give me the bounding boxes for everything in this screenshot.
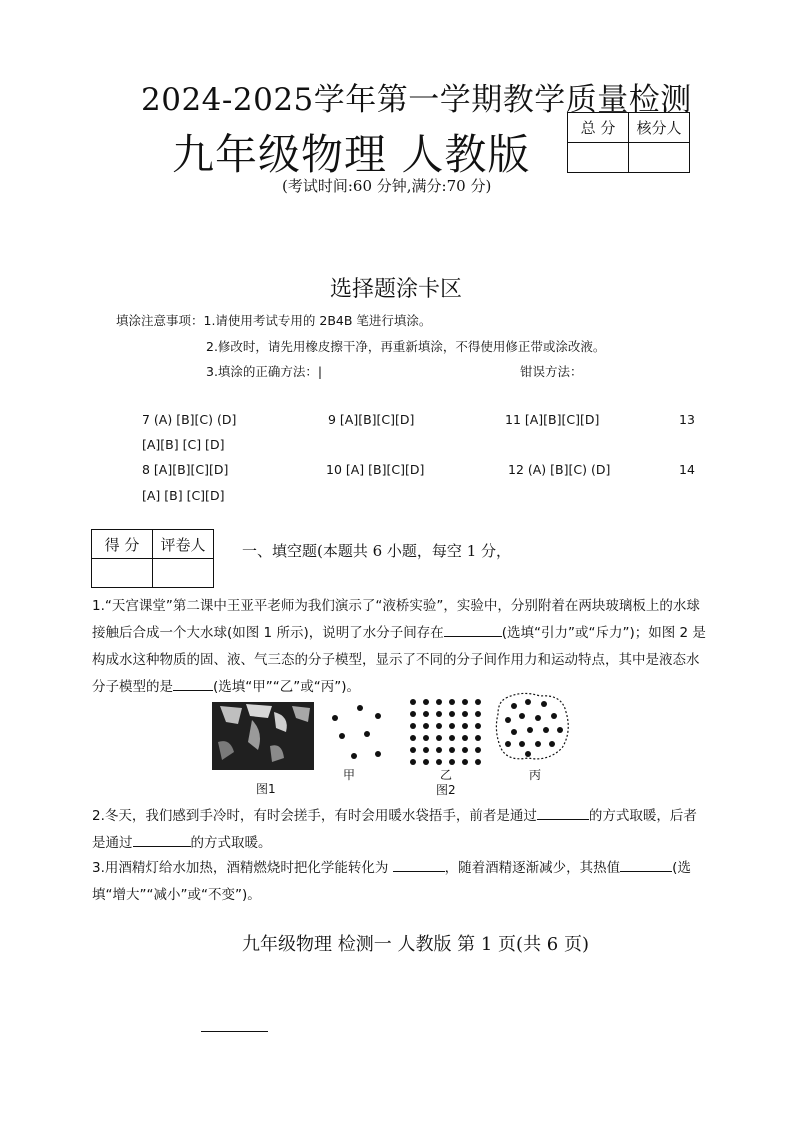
question-3-part-c: (选填“增大”“减小”或“不变”)。 bbox=[92, 860, 691, 903]
molecule-dot bbox=[436, 711, 442, 717]
question-2 bbox=[92, 803, 707, 857]
molecule-dot bbox=[423, 699, 429, 705]
answer-q7[interactable]: 7 (A) [B][C) (D] bbox=[142, 412, 237, 427]
answer-blank-4[interactable] bbox=[133, 832, 191, 847]
molecule-dot bbox=[410, 699, 416, 705]
molecule-dot bbox=[449, 699, 455, 705]
notice-3: 3.填涂的正确方法：| bbox=[206, 364, 323, 379]
answer-q10[interactable]: 10 [A] [B][C][D] bbox=[326, 462, 425, 477]
answer-q12[interactable]: 12 (A) [B][C) (D] bbox=[508, 462, 611, 477]
question-3-part-b: ，随着酒精逐渐减少，其热值 bbox=[444, 860, 621, 876]
section-score-label: 得 分 bbox=[92, 530, 153, 559]
grader-label: 评卷人 bbox=[153, 530, 214, 559]
molecule-dot bbox=[462, 747, 468, 753]
molecule-dot bbox=[475, 747, 481, 753]
answer-blank-2[interactable] bbox=[173, 676, 213, 691]
molecule-dot bbox=[449, 747, 455, 753]
exam-title: 2024-2025学年第一学期教学质量检测 bbox=[141, 82, 692, 118]
answer-q14-number: 14 bbox=[679, 462, 695, 477]
question-1-part-c: (选填“甲”“乙”或“丙”)。 bbox=[213, 679, 360, 695]
figure-2-label: 图2 bbox=[436, 783, 456, 797]
notice-2: 2.修改时，请先用橡皮擦干净，再重新填涂，不得使用修正带或涂改液。 bbox=[206, 339, 606, 354]
molecule-dot bbox=[410, 723, 416, 729]
fill-section-heading: 一、填空题(本题共 6 小题，每空 1 分， bbox=[242, 542, 512, 560]
molecule-dot bbox=[475, 711, 481, 717]
exam-info: (考试时间:60 分钟,满分:70 分) bbox=[282, 177, 492, 195]
question-3-part-a: 3.用酒精灯给水加热，酒精燃烧时把化学能转化为 bbox=[92, 860, 393, 876]
notice-1: 填涂注意事项：1.请使用考试专用的 2B4B 笔进行填涂。 bbox=[116, 313, 432, 328]
answer-q9[interactable]: 9 [A][B][C][D] bbox=[328, 412, 415, 427]
molecule-dot bbox=[475, 723, 481, 729]
molecule-dot bbox=[475, 759, 481, 765]
answer-q13-number: 13 bbox=[679, 412, 695, 427]
choice-section-title: 选择题涂卡区 bbox=[330, 277, 463, 302]
molecule-dot bbox=[436, 747, 442, 753]
molecule-dot bbox=[462, 735, 468, 741]
wrong-method: 钳误方法： bbox=[520, 364, 583, 379]
answer-q13[interactable]: [A][B] [C] [D] bbox=[142, 437, 225, 452]
molecule-dot bbox=[423, 723, 429, 729]
label-yi: 乙 bbox=[440, 768, 453, 782]
molecule-dot bbox=[436, 735, 442, 741]
checker-cell[interactable] bbox=[629, 143, 690, 173]
label-jia: 甲 bbox=[343, 768, 356, 782]
molecule-solid-diagram bbox=[405, 696, 485, 766]
molecule-dot bbox=[436, 699, 442, 705]
question-1-part-b: (选填“引力”或“斥力”)；如图 2 是构成水这种物质的固、液、气三态的分子模型，显示了不同的分子间作用力和运动特点，其中是液态水分子模型的是 bbox=[92, 625, 706, 695]
molecule-dot bbox=[423, 735, 429, 741]
question-2-part-a: 2.冬天，我们感到手冷时，有时会搓手，有时会用暖水袋捂手，前者是通过 bbox=[92, 808, 537, 824]
question-2-part-c: 的方式取暖。 bbox=[190, 835, 272, 851]
question-2-part-b: 的方式取暖，后者是通过 bbox=[92, 808, 697, 851]
molecule-dot bbox=[423, 747, 429, 753]
molecule-dot bbox=[410, 747, 416, 753]
exam-subtitle: 九年级物理 人教版 bbox=[172, 130, 531, 179]
checker-label: 核分人 bbox=[629, 113, 690, 143]
divider-line bbox=[201, 1031, 268, 1032]
question-1 bbox=[92, 593, 707, 701]
molecule-dot bbox=[462, 759, 468, 765]
molecule-dot bbox=[462, 723, 468, 729]
molecule-dot bbox=[475, 699, 481, 705]
score-box bbox=[567, 112, 690, 173]
answer-blank-6[interactable] bbox=[620, 857, 672, 872]
grader-box bbox=[91, 529, 214, 588]
liquid-bridge-photo bbox=[212, 702, 314, 770]
molecule-dot bbox=[462, 711, 468, 717]
section-score-cell[interactable] bbox=[92, 559, 153, 588]
label-bing: 丙 bbox=[529, 768, 542, 782]
molecule-dot bbox=[449, 735, 455, 741]
molecule-dot bbox=[475, 735, 481, 741]
molecule-dot bbox=[449, 759, 455, 765]
answer-blank-1[interactable] bbox=[444, 622, 502, 637]
figure-1-label: 图1 bbox=[256, 782, 276, 796]
grader-cell[interactable] bbox=[153, 559, 214, 588]
question-3 bbox=[92, 855, 707, 909]
total-score-label: 总 分 bbox=[568, 113, 629, 143]
answer-blank-3[interactable] bbox=[537, 805, 589, 820]
molecule-dot bbox=[449, 723, 455, 729]
answer-q14[interactable]: [A] [B] [C][D] bbox=[142, 488, 225, 503]
page-footer: 九年级物理 检测一 人教版 第 1 页(共 6 页) bbox=[242, 934, 589, 955]
molecule-dot bbox=[423, 711, 429, 717]
molecule-dot bbox=[462, 699, 468, 705]
answer-q8[interactable]: 8 [A][B][C][D] bbox=[142, 462, 229, 477]
molecule-dot bbox=[410, 759, 416, 765]
total-score-cell[interactable] bbox=[568, 143, 629, 173]
molecule-dot bbox=[423, 759, 429, 765]
molecule-dot bbox=[410, 735, 416, 741]
molecule-dot bbox=[436, 759, 442, 765]
answer-blank-5[interactable] bbox=[393, 857, 445, 872]
molecule-dot bbox=[410, 711, 416, 717]
molecule-dot bbox=[436, 723, 442, 729]
molecule-liquid-diagram bbox=[492, 690, 572, 766]
question-1-part-a: 1.“天宫课堂”第二课中王亚平老师为我们演示了“液桥实验”，实验中，分别附着在两块玻璃板上的水球接触后合成一个大水球(如图 1 所示)，说明了水分子间存在 bbox=[92, 598, 700, 641]
answer-q11[interactable]: 11 [A][B][C][D] bbox=[505, 412, 600, 427]
molecule-dot bbox=[449, 711, 455, 717]
